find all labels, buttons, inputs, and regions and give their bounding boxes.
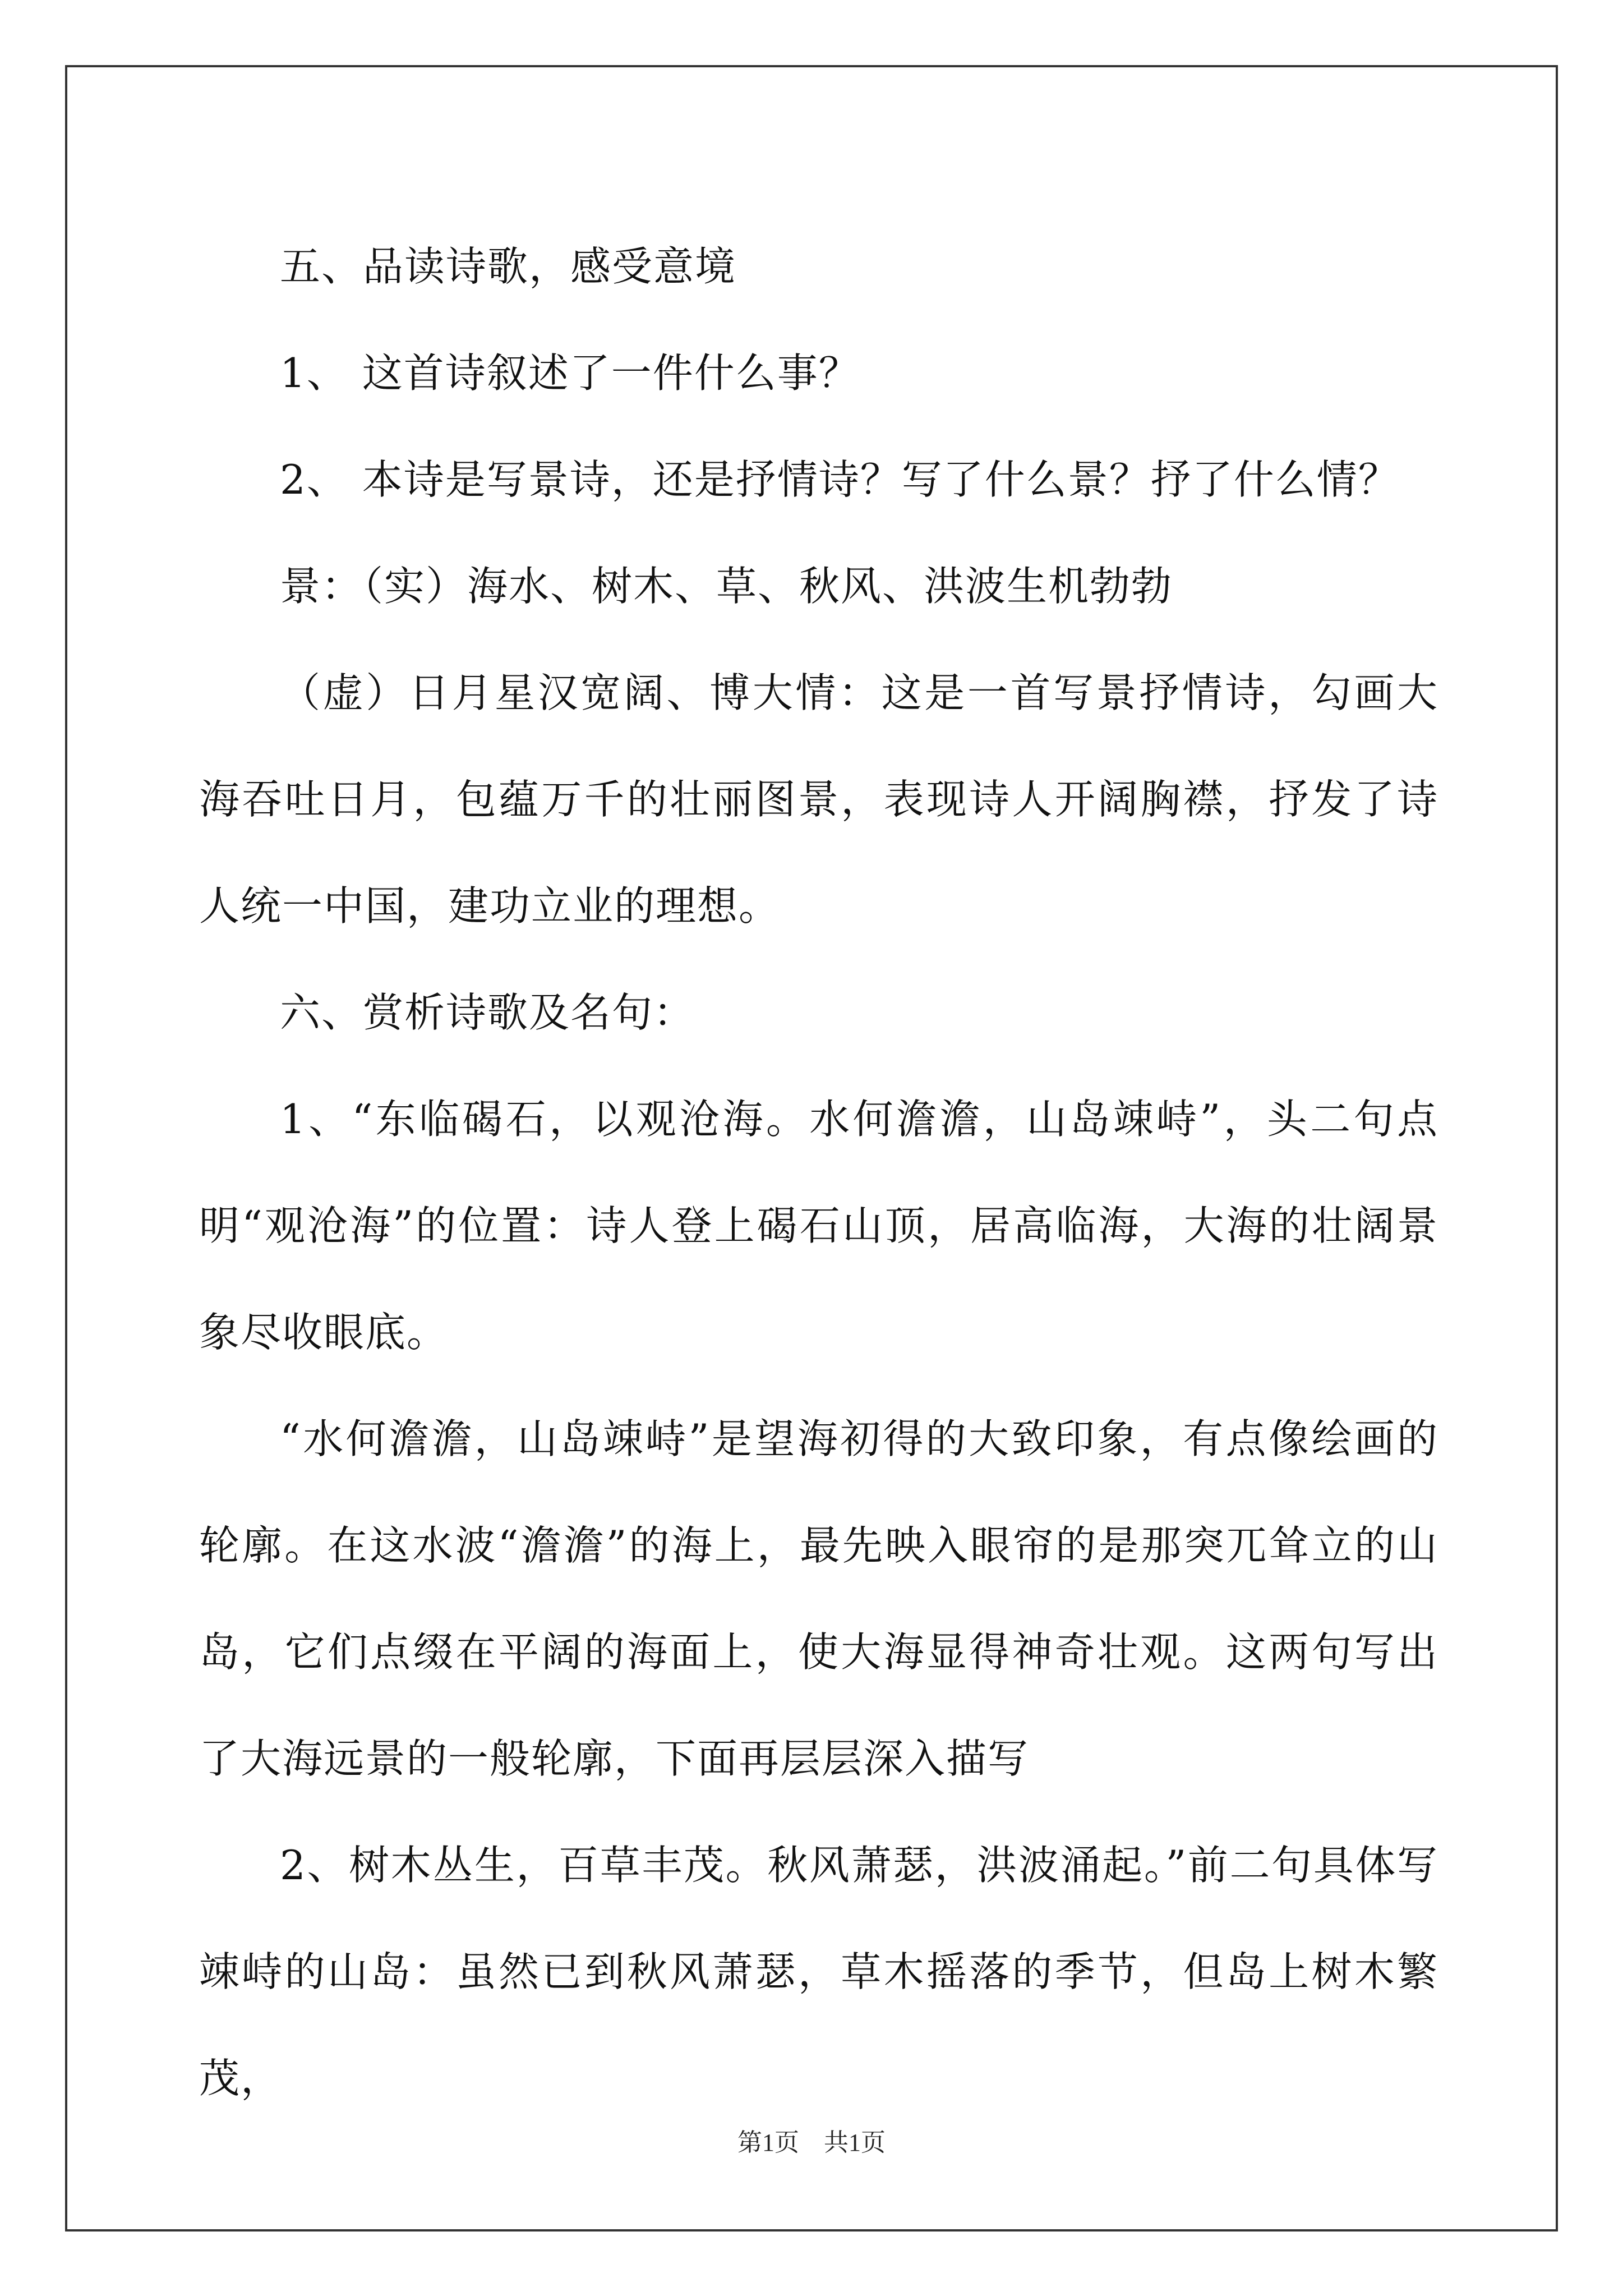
scenery-real: 景：（实）海水、树木、草、秋风、洪波生机勃勃 xyxy=(280,563,1173,610)
page-footer: 第1页 共1页 xyxy=(737,2129,886,2156)
analysis-1-continued: “水何澹澹，山岛竦峙”是望海初得的大致印象，有点像绘画的轮廓。在这水波“澹澹”的海上，最先映入眼帘的是那突兀耸立的山岛，它们点缀在平阔的海面上，使大海显得神奇壮观。这两句写出了大海远景的一般轮廓，下面再层层深入描写 xyxy=(199,1415,1438,1782)
document-body xyxy=(199,213,1438,2132)
question-1: 1、 这首诗叙述了一件什么事？ xyxy=(280,349,860,397)
scenery-virtual-emotion: （虚）日月星汉宽阔、博大情：这是一首写景抒情诗，勾画大海吞吐日月，包蕴万千的壮丽图景，表现诗人开阔胸襟，抒发了诗人统一中国，建功立业的理想。 xyxy=(199,669,1438,930)
question-2: 2、 本诗是写景诗，还是抒情诗？写了什么景？抒了什么情？ xyxy=(280,456,1400,503)
section-heading-6: 六、赏析诗歌及名句： xyxy=(280,989,695,1036)
analysis-1: 1、“东临碣石，以观沧海。水何澹澹，山岛竦峙”，头二句点明“观沧海”的位置：诗人登上碣石山顶，居高临海，大海的壮阔景象尽收眼底。 xyxy=(199,1096,1438,1356)
section-heading-5: 五、品读诗歌，感受意境 xyxy=(280,243,737,290)
analysis-2: 2、树木丛生，百草丰茂。秋风萧瑟，洪波涌起。”前二句具体写竦峙的山岛：虽然已到秋风萧瑟，草木摇落的季节，但岛上树木繁茂， xyxy=(199,1842,1438,2102)
